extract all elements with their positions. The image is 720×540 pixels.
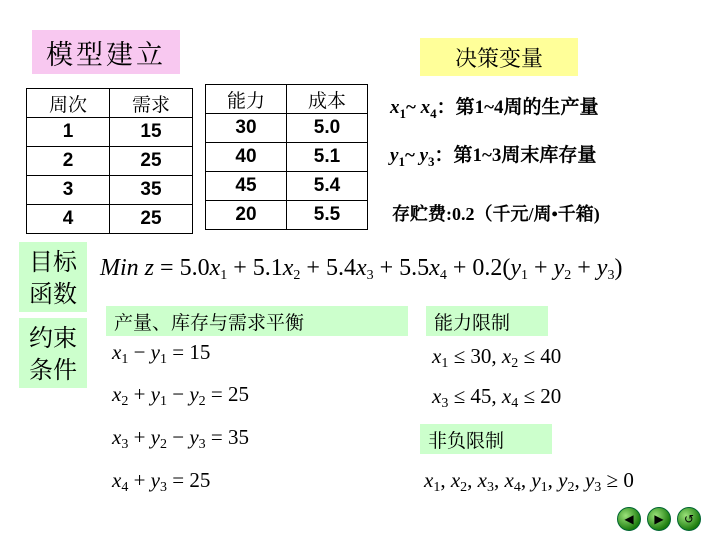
constraint-label: 约束条件 [19, 318, 87, 388]
x-definition: $x_1\sim$ $x_4$：第1~4周的生产量 [390, 97, 599, 121]
decision-variables-label: 决策变量 [420, 38, 578, 76]
capacity-value: 30 [470, 344, 492, 368]
equation-variable: y [150, 468, 160, 492]
equation-subscript: 3 [594, 480, 602, 495]
equation-variable: y [189, 382, 199, 406]
objective-variable: y [553, 255, 565, 281]
return-icon: ↺ [683, 512, 695, 526]
objective-function: Min $z = 5.0x_1 + 5.1x_2 + 5.4x_3 + 5.5x_4 + 0.2(y_1 + y_2 + y_3)$ [100, 255, 623, 283]
equation-subscript: 2 [198, 394, 206, 409]
header-capacity: 能力 [206, 85, 287, 114]
table-row [206, 143, 368, 172]
table-row [27, 118, 193, 147]
equation-variable: y [189, 425, 199, 449]
cell-week: 3 [27, 176, 110, 205]
objective-variable: z [144, 255, 155, 281]
equation-variable: y [150, 340, 160, 364]
table-row [27, 205, 193, 234]
balance-equation: $x_4 + y_3 = 25$ [112, 468, 211, 495]
nonnegativity-constraint: $x_1$, $x_2$, $x_3$, $x_4$, $y_1$, $y_2$, $y_3 \ge 0$ [424, 468, 634, 495]
equation-variable: x [450, 468, 461, 492]
balance-equation: $x_1 - y_1 = 15$ [112, 340, 211, 367]
objective-coefficient: 5.1 [252, 255, 283, 281]
equation-rhs: 15 [189, 340, 211, 364]
equation-subscript: 1 [160, 394, 167, 409]
capacity-label: 能力限制 [426, 306, 548, 336]
balance-equation: $x_3 + y_2 - y_3 = 35$ [112, 425, 250, 452]
cell-cost: 5.1 [287, 143, 368, 172]
header-demand: 需求 [110, 89, 193, 118]
equation-variable: x [112, 468, 122, 492]
equation-subscript: 4 [511, 396, 519, 411]
objective-variable: y [596, 255, 608, 281]
cell-cost: 5.4 [287, 172, 368, 201]
cell-week: 4 [27, 205, 110, 234]
equation-subscript: 2 [160, 437, 167, 452]
equation-subscript: 4 [513, 480, 521, 495]
equation-subscript: 1 [121, 352, 129, 367]
equation-variable: y [584, 468, 595, 492]
cell-cost: 5.5 [287, 201, 368, 230]
objective-subscript: 3 [607, 268, 615, 283]
capacity-line: $x_3 \le 45$, $x_4 \le 20$ [432, 384, 562, 411]
cell-demand: 25 [110, 205, 193, 234]
objective-subscript: 3 [366, 268, 374, 283]
objective-variable: x [282, 255, 294, 281]
equation-variable: y [150, 382, 160, 406]
equation-subscript: 3 [198, 437, 206, 452]
cell-capacity: 20 [206, 201, 287, 230]
demand-table [26, 88, 193, 234]
equation-subscript: 2 [567, 480, 575, 495]
equation-subscript: 3 [121, 437, 129, 452]
objective-subscript: 2 [564, 268, 572, 283]
prev-icon: ◀ [624, 512, 634, 526]
next-icon: ▶ [654, 512, 664, 526]
equation-subscript: 4 [121, 480, 129, 495]
equation-variable: x [477, 468, 487, 492]
next-button[interactable] [647, 507, 671, 531]
objective-coefficient: 5.5 [399, 255, 430, 281]
table-row [206, 201, 368, 230]
page-title: 模型建立 [32, 30, 180, 74]
table-row [206, 114, 368, 143]
objective-coefficient: 5.0 [179, 255, 210, 281]
equation-variable: x [432, 384, 442, 408]
cell-demand: 15 [110, 118, 193, 147]
equation-subscript: 2 [511, 356, 519, 371]
equation-variable: y [558, 468, 568, 492]
header-week: 周次 [27, 89, 110, 118]
cell-capacity: 40 [206, 143, 287, 172]
objective-subscript: 2 [293, 268, 301, 283]
storage-coefficient: 0.2 [472, 255, 503, 281]
storage-cost-text: 存贮费:0.2（千元/周•千箱) [392, 204, 600, 224]
equation-subscript: 3 [486, 480, 494, 495]
cell-capacity: 30 [206, 114, 287, 143]
equation-variable: x [112, 340, 122, 364]
nonnegativity-label: 非负限制 [420, 424, 552, 454]
equation-subscript: 1 [433, 480, 441, 495]
equation-subscript: 3 [441, 396, 449, 411]
objective-variable: x [429, 255, 440, 281]
capacity-value: 45 [470, 384, 492, 408]
objective-variable: x [209, 255, 221, 281]
equation-variable: y [150, 425, 160, 449]
objective-coefficient: 5.4 [325, 255, 356, 281]
equation-subscript: 3 [160, 480, 167, 495]
table-row [27, 147, 193, 176]
objective-label: 目标函数 [19, 242, 87, 312]
cell-week: 1 [27, 118, 110, 147]
equation-variable: x [432, 344, 442, 368]
table-row [206, 172, 368, 201]
balance-label: 产量、库存与需求平衡 [106, 306, 408, 336]
objective-subscript: 1 [521, 268, 529, 283]
min-keyword: Min [100, 255, 139, 281]
table-row [27, 176, 193, 205]
equation-subscript: 2 [460, 480, 468, 495]
equation-rhs: 25 [228, 382, 250, 406]
return-button[interactable] [677, 507, 701, 531]
balance-equation: $x_2 + y_1 - y_2 = 25$ [112, 382, 250, 409]
cell-demand: 25 [110, 147, 193, 176]
equation-subscript: 2 [121, 394, 129, 409]
equation-rhs: 35 [228, 425, 250, 449]
equation-variable: x [424, 468, 434, 492]
capacity-value: 20 [540, 384, 562, 408]
equation-variable: x [504, 468, 514, 492]
equation-variable: x [501, 344, 512, 368]
cell-week: 2 [27, 147, 110, 176]
capacity-line: $x_1 \le 30$, $x_2 \le 40$ [432, 344, 562, 371]
equation-variable: y [531, 468, 541, 492]
equation-variable: x [112, 382, 122, 406]
nonneg-rhs: 0 [623, 468, 634, 492]
cell-cost: 5.0 [287, 114, 368, 143]
prev-button[interactable] [617, 507, 641, 531]
objective-variable: y [510, 255, 522, 281]
equation-subscript: 1 [441, 356, 449, 371]
y-definition: $y_1\sim$ $y_3$：第1~3周末库存量 [390, 145, 597, 169]
equation-variable: x [501, 384, 512, 408]
cell-demand: 35 [110, 176, 193, 205]
header-cost: 成本 [287, 85, 368, 114]
cell-capacity: 45 [206, 172, 287, 201]
capacity-cost-table [205, 84, 368, 230]
capacity-value: 40 [540, 344, 562, 368]
objective-subscript: 1 [220, 268, 228, 283]
equation-subscript: 1 [160, 352, 167, 367]
equation-variable: x [112, 425, 122, 449]
objective-subscript: 4 [439, 268, 447, 283]
objective-variable: x [355, 255, 367, 281]
equation-subscript: 1 [540, 480, 548, 495]
equation-rhs: 25 [189, 468, 211, 492]
